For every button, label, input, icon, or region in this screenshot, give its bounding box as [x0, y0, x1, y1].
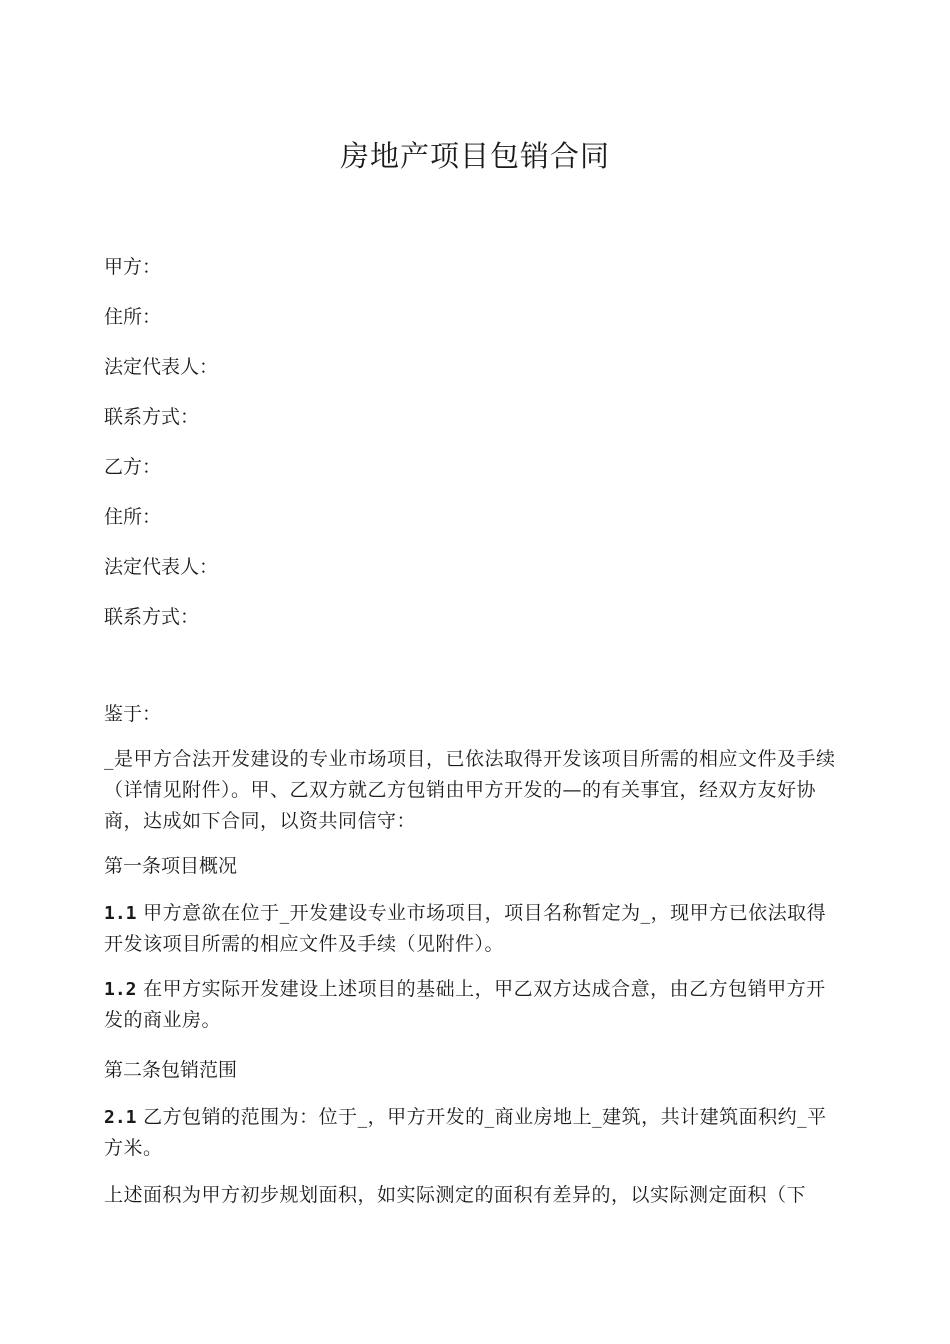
whereas-label: 鉴于： — [104, 703, 162, 725]
party-a-representative: 法定代表人： — [104, 356, 219, 378]
whereas-paragraph: _是甲方合法开发建设的专业市场项目，已依法取得开发该项目所需的相应文件及手续（详情见附件）。甲、乙双方就乙方包销由甲方开发的—的有关事宜，经双方友好协商，达成如下合同，以资共同信守： — [104, 748, 836, 832]
document-title: 房地产项目包销合同 — [339, 139, 610, 173]
clause-2-1 — [104, 1102, 840, 1164]
party-a-label: 甲方： — [104, 256, 162, 278]
party-b-contact: 联系方式： — [104, 606, 200, 628]
clause-2-1-text: 乙方包销的范围为：位于_，甲方开发的_商业房地上_建筑，共计建筑面积约_平方米。 — [104, 1106, 827, 1159]
party-a-address: 住所： — [104, 306, 162, 328]
article-2-heading: 第二条包销范围 — [104, 1059, 238, 1081]
clause-1-1 — [104, 898, 840, 960]
party-b-representative: 法定代表人： — [104, 556, 219, 578]
clause-1-2-number: 1.2 — [104, 979, 137, 1000]
clause-1-1-number: 1.1 — [104, 903, 137, 924]
article-1-heading: 第一条项目概况 — [104, 855, 238, 877]
party-b-label: 乙方： — [104, 456, 162, 478]
clause-2-1-number: 2.1 — [104, 1107, 137, 1128]
area-note: 上述面积为甲方初步规划面积，如实际测定的面积有差异的，以实际测定面积（下 — [104, 1184, 807, 1206]
party-a-contact: 联系方式： — [104, 406, 200, 428]
party-b-address: 住所： — [104, 506, 162, 528]
clause-1-1-text: 甲方意欲在位于_开发建设专业市场项目，项目名称暂定为_，现甲方已依法取得开发该项目所需的相应文件及手续（见附件）。 — [104, 902, 827, 955]
clause-1-2-text: 在甲方实际开发建设上述项目的基础上，甲乙双方达成合意，由乙方包销甲方开发的商业房。 — [104, 978, 826, 1031]
clause-1-2 — [104, 974, 840, 1036]
